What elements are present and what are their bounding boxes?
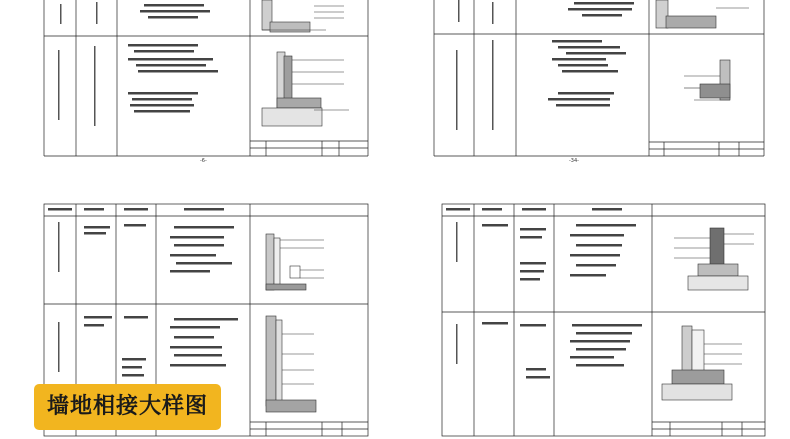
page-number: -6- (200, 158, 207, 164)
sheet-linework (44, 0, 368, 156)
sheet-linework (434, 0, 764, 156)
drawing-sheet-top-right (434, 0, 764, 164)
drawing-sheet-bottom-right (442, 204, 765, 436)
sheet-linework (442, 204, 765, 436)
caption-banner: 墙地相接大样图 (34, 384, 221, 430)
page-number: -34- (569, 158, 579, 164)
drawing-sheet-top-left (44, 0, 368, 164)
